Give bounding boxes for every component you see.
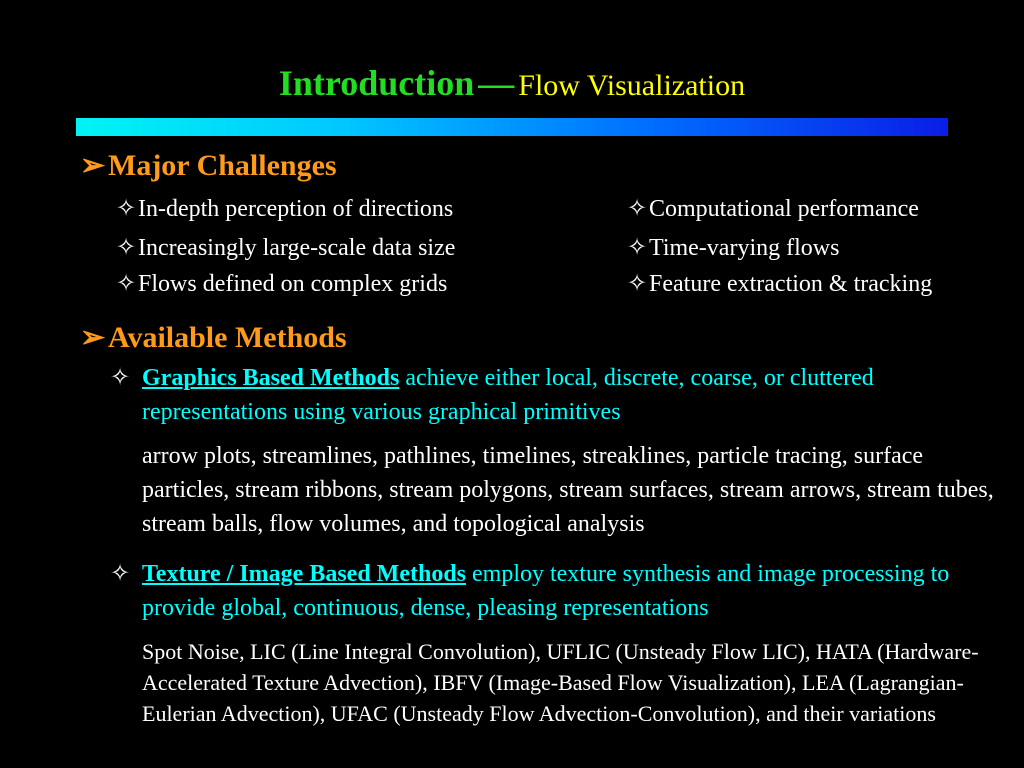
star-bullet-icon: ✧ <box>110 561 131 587</box>
star-bullet-icon: ✧ <box>110 365 131 391</box>
challenge-text: Flows defined on complex grids <box>138 271 448 297</box>
star-bullet-icon: ✧ <box>116 196 137 222</box>
graphics-methods-desc: achieve either local, discrete, coarse, or cluttered representations using various graphical primitives <box>142 365 874 425</box>
section-heading: Available Methods <box>108 321 347 354</box>
texture-methods-desc: employ texture synthesis and image processing to provide global, continuous, dense, pleasing representations <box>142 561 950 621</box>
section-available-methods <box>80 320 347 355</box>
title-main: Introduction <box>278 63 475 103</box>
challenge-text: In-depth perception of directions <box>138 196 454 222</box>
arrow-bullet-icon: ➢ <box>80 321 106 354</box>
challenge-text: Feature extraction & tracking <box>649 271 933 297</box>
title-subtitle: Flow Visualization <box>518 69 746 102</box>
star-bullet-icon: ✧ <box>116 235 137 261</box>
challenge-item <box>116 194 453 223</box>
challenge-item <box>627 269 932 298</box>
challenge-item <box>627 233 839 262</box>
arrow-bullet-icon: ➢ <box>80 149 106 182</box>
star-bullet-icon: ✧ <box>627 196 648 222</box>
section-heading: Major Challenges <box>108 149 337 182</box>
method-graphics <box>110 361 990 429</box>
slide-title <box>0 62 1024 104</box>
graphics-methods-examples: arrow plots, streamlines, pathlines, timelines, streaklines, particle tracing, surface particles, stream ribbons, stream polygons, stream surfaces, stream arrows, stream tubes, stream balls, flow volumes, and topological analysis <box>142 443 994 537</box>
star-bullet-icon: ✧ <box>116 271 137 297</box>
graphics-methods-link[interactable]: Graphics Based Methods <box>142 365 400 391</box>
title-gradient-bar <box>76 118 948 136</box>
section-major-challenges <box>80 148 337 183</box>
challenge-item <box>627 194 919 223</box>
challenge-item <box>116 233 455 262</box>
challenge-text: Time-varying flows <box>649 235 840 261</box>
method-texture <box>110 557 990 625</box>
title-dash: — <box>478 63 515 103</box>
texture-methods-examples: Spot Noise, LIC (Line Integral Convolution), UFLIC (Unsteady Flow LIC), HATA (Hardware-Accelerated Texture Advection), IBFV (Image-Based Flow Visualization), LEA (Lagrangian-Eulerian Advection), UFAC (Unsteady Flow Advection-Convolution), and their variations <box>142 639 979 726</box>
star-bullet-icon: ✧ <box>627 235 648 261</box>
texture-methods-link[interactable]: Texture / Image Based Methods <box>142 561 466 587</box>
star-bullet-icon: ✧ <box>627 271 648 297</box>
challenge-text: Computational performance <box>649 196 919 222</box>
challenge-text: Increasingly large-scale data size <box>138 235 456 261</box>
challenge-item <box>116 269 447 298</box>
